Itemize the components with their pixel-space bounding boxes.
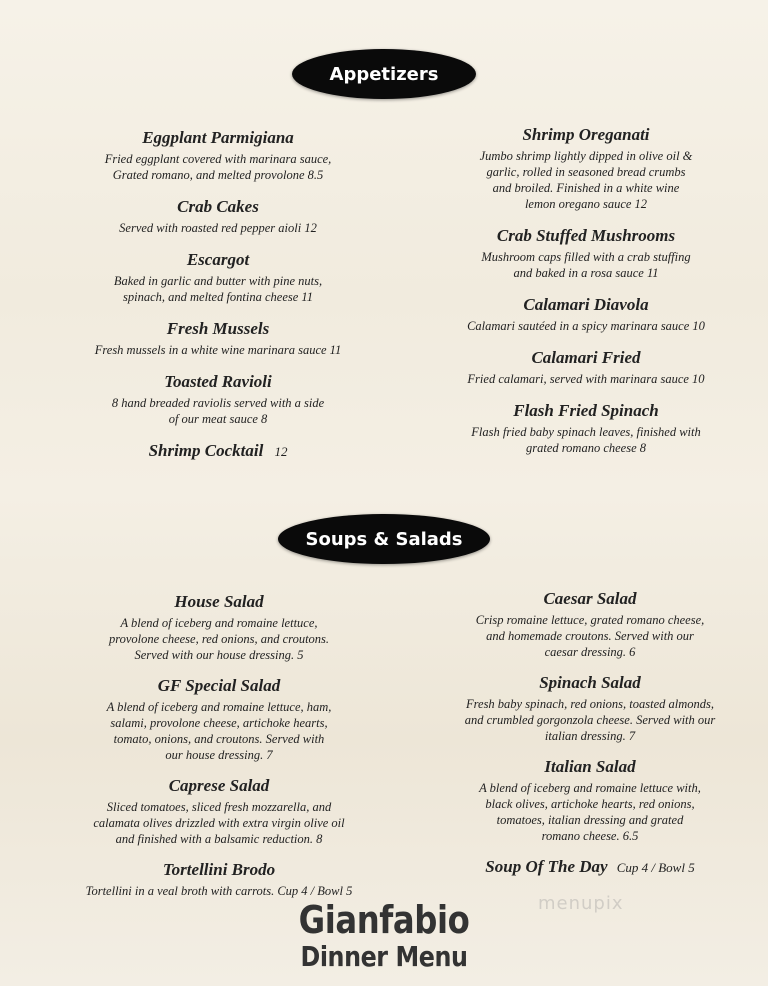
item-name: GF Special Salad: [157, 676, 281, 695]
appetizers-right-column: [430, 124, 742, 456]
item-desc: Fried eggplant covered with marinara sauce, Grated romano, and melted provolone 8.5: [104, 152, 332, 182]
item-desc: A blend of iceberg and romaine lettuce, provolone cheese, red onions, and croutons. Served with our house dressing. 5: [108, 616, 330, 662]
menu-item-crab-stuffed-mushrooms: [430, 225, 742, 281]
item-name: Italian Salad: [544, 757, 636, 776]
menu-item-house-salad: [54, 591, 384, 663]
item-desc: Baked in garlic and butter with pine nuts, spinach, and melted fontina cheese 11: [113, 274, 323, 304]
menu-item-fresh-mussels: [60, 318, 376, 358]
item-name: Calamari Diavola: [523, 295, 649, 314]
menu-item-toasted-ravioli: [60, 371, 376, 427]
item-name: Flash Fried Spinach: [513, 401, 659, 420]
menu-item-shrimp-oreganati: [430, 124, 742, 212]
item-desc: Tortellini in a veal broth with carrots. Cup 4 / Bowl 5: [85, 884, 353, 898]
item-desc: Crisp romaine lettuce, grated romano cheese, and homemade croutons. Served with our caesar dressing. 6: [475, 613, 705, 659]
appetizers-heading: Appetizers: [292, 49, 476, 99]
menu-item-caesar-salad: [432, 588, 748, 660]
item-desc: Mushroom caps filled with a crab stuffing and baked in a rosa sauce 11: [481, 250, 691, 280]
watermark: menupix: [538, 893, 624, 914]
item-name: Tortellini Brodo: [162, 860, 276, 879]
item-desc: Fresh baby spinach, red onions, toasted almonds, and crumbled gorgonzola cheese. Served with our italian dressing. 7: [464, 697, 716, 743]
soups-left-column: [54, 591, 384, 899]
item-name: Spinach Salad: [539, 673, 641, 692]
item-desc: A blend of iceberg and romaine lettuce, ham, salami, provolone cheese, artichoke hearts, tomato, onions, and croutons. Served with our house dressing. 7: [106, 700, 332, 762]
item-desc: Jumbo shrimp lightly dipped in olive oil & garlic, rolled in seasoned bread crumbs and broiled. Finished in a white wine lemon oregano sauce 12: [479, 149, 693, 211]
item-price: 12: [274, 444, 288, 459]
menu-item-crab-cakes: [60, 196, 376, 236]
menu-item-flash-fried-spinach: [430, 400, 742, 456]
appetizers-left-column: [60, 127, 376, 462]
menu-item-calamari-fried: [430, 347, 742, 387]
item-desc: Sliced tomatoes, sliced fresh mozzarella, and calamata olives drizzled with extra virgin olive oil and finished with a balsamic reduction. 8: [93, 800, 345, 846]
menu-subtitle: Dinner Menu: [300, 940, 468, 973]
menu-item-caprese-salad: [54, 775, 384, 847]
item-name: Toasted Ravioli: [164, 372, 272, 391]
menu-item-tortellini-brodo: [54, 859, 384, 899]
menu-item-spinach-salad: [432, 672, 748, 744]
soups-salads-heading: Soups & Salads: [278, 514, 490, 564]
item-name: Escargot: [186, 250, 250, 269]
item-name: Shrimp Oreganati: [522, 125, 650, 144]
item-desc: 8 hand breaded raviolis served with a side of our meat sauce 8: [111, 396, 325, 426]
item-name: Fresh Mussels: [166, 319, 270, 338]
item-desc: Flash fried baby spinach leaves, finished with grated romano cheese 8: [471, 425, 701, 455]
menu-item-gf-special-salad: [54, 675, 384, 763]
item-name: Crab Cakes: [177, 197, 259, 216]
item-name: Eggplant Parmigiana: [142, 128, 294, 147]
menu-item-escargot: [60, 249, 376, 305]
menu-item-calamari-diavola: [430, 294, 742, 334]
item-desc: Calamari sautéed in a spicy marinara sauce 10: [467, 319, 705, 333]
item-name: Caesar Salad: [543, 589, 637, 608]
menu-item-eggplant-parmigiana: [60, 127, 376, 183]
item-name: Shrimp Cocktail: [148, 441, 264, 460]
item-name: Calamari Fried: [531, 348, 641, 367]
restaurant-name: Gianfabio: [298, 898, 470, 942]
soups-right-column: [432, 588, 748, 878]
menu-item-italian-salad: [432, 756, 748, 844]
menu-item-soup-of-the-day: [432, 856, 748, 878]
item-desc: Served with roasted red pepper aioli 12: [119, 221, 317, 235]
item-name: Caprese Salad: [168, 776, 270, 795]
item-desc: A blend of iceberg and romaine lettuce with, black olives, artichoke hearts, red onions, tomatoes, italian dressing and grated romano cheese. 6.5: [479, 781, 701, 843]
item-name: Crab Stuffed Mushrooms: [496, 226, 676, 245]
item-name: Soup Of The Day: [485, 857, 608, 876]
item-desc: Fried calamari, served with marinara sauce 10: [467, 372, 705, 386]
item-price: Cup 4 / Bowl 5: [616, 860, 695, 875]
item-desc: Fresh mussels in a white wine marinara sauce 11: [94, 343, 342, 357]
menu-item-shrimp-cocktail: [60, 440, 376, 462]
item-name: House Salad: [174, 592, 264, 611]
